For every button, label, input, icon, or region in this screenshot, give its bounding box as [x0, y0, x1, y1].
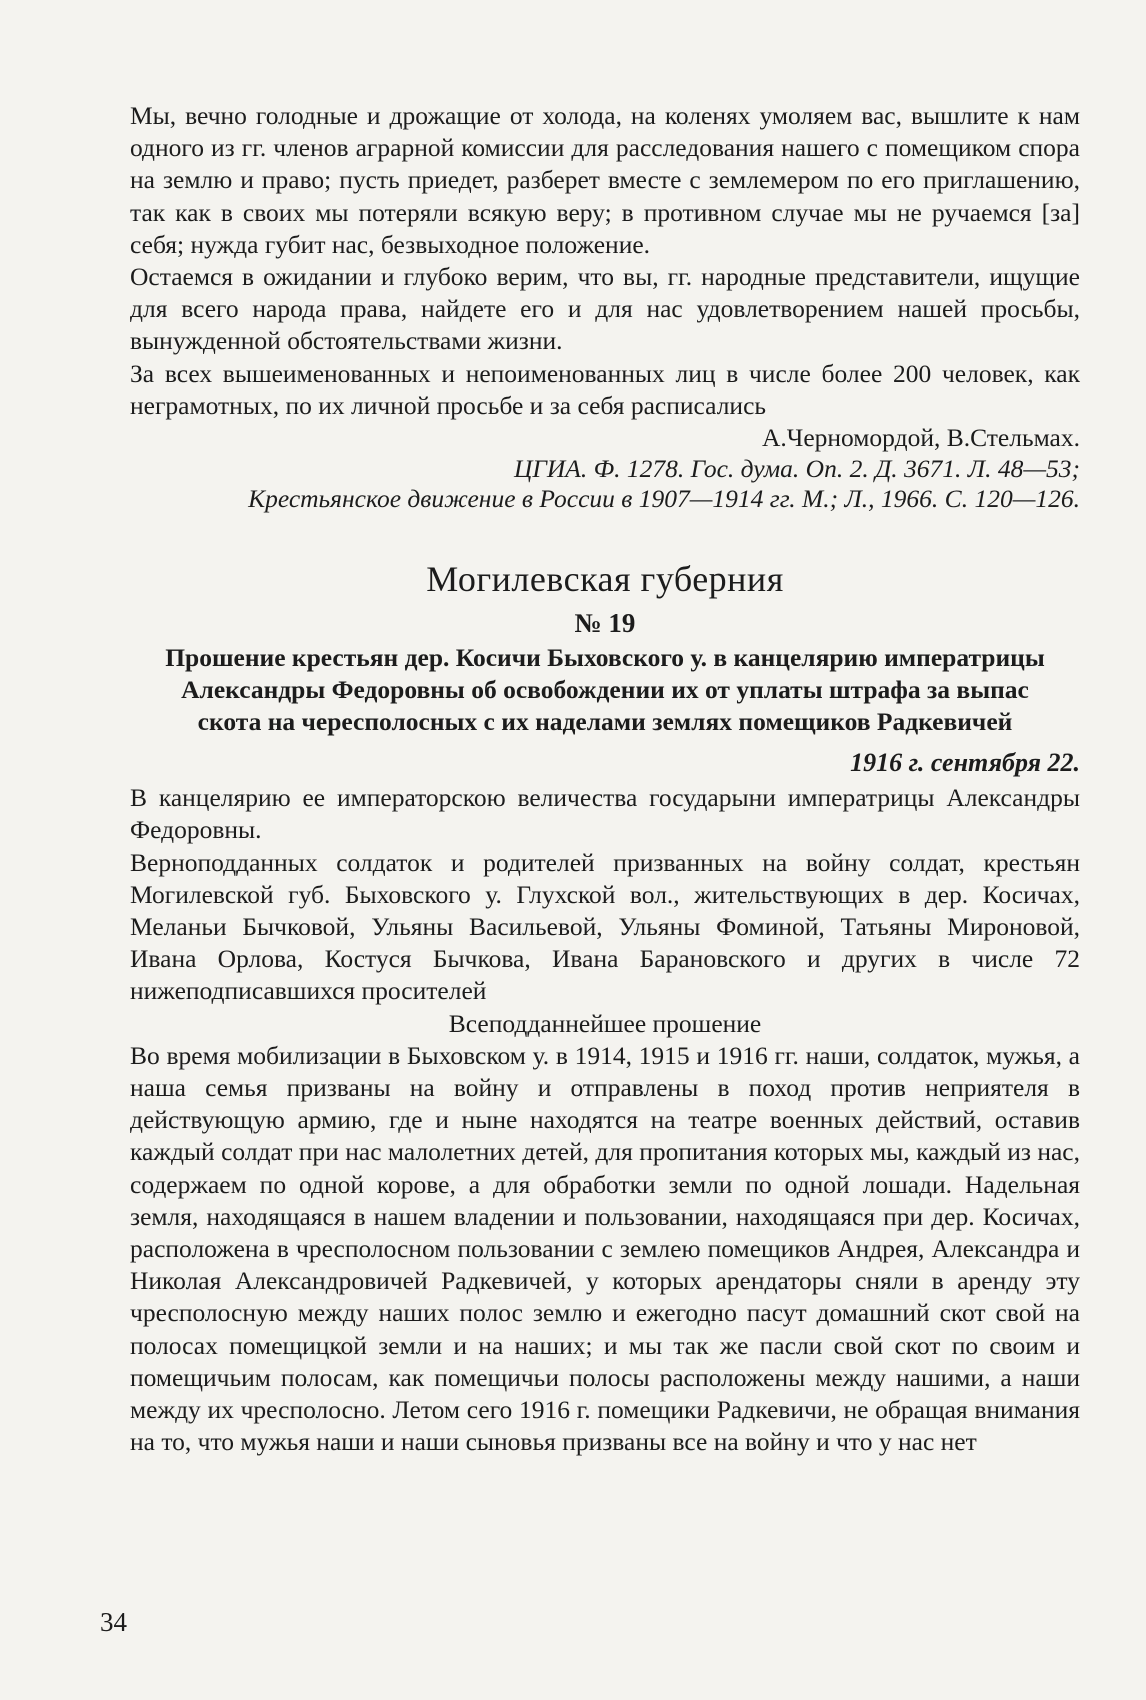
paragraph: Остаемся в ожидании и глубоко верим, что вы, гг. народные представители, ищущие для всего народа права, найдете его и для нас удовлетворением нашей просьбы, вынужденной обстоятельствами жизни. [130, 262, 1080, 356]
document-date: 1916 г. сентября 22. [850, 748, 1080, 778]
document-title: Прошение крестьян дер. Косичи Быховского у. в канцелярию императрицы Александры Федоровны об освобождении их от уплаты штрафа за выпас скота на чересполосных с их наделами землях помещиков Радкевичей [165, 643, 1045, 737]
petition-heading: Всеподданнейшее прошение [448, 1008, 762, 1038]
document-number: № 19 [574, 608, 636, 639]
paragraph: Мы, вечно голодные и дрожащие от холода, на коленях умоляем вас, вышлите к нам одного из гг. членов аграрной комиссии для расследования нашего с помещиком спора на землю и право; пусть приедет, разберет вместе с землемером по его приглашению, так как в своих мы потеряли всякую веру; в противном случае мы не ручаемся [за] себя; нужда губит нас, безвыходное положение. [130, 101, 1080, 259]
address: В канцелярию ее императорскою величества государыни императрицы Александры Федоровны. [130, 783, 1080, 845]
document-page [130, 100, 1080, 1459]
petitioners: Верноподданных солдаток и родителей призванных на войну солдат, крестьян Могилевской губ. Быховского у. Глухской вол., жительствующих в дер. Косичах, Меланьи Бычковой, Ульяны Васильевой, Ульяны Фоминой, Татьяны Мироновой, Ивана Орлова, Костуся Бычкова, Ивана Барановского и других в числе 72 нижеподписавшихся просителей [130, 847, 1080, 1006]
signatures: А.Черномордой, В.Стельмах. [761, 423, 1080, 453]
petition-body: Во время мобилизации в Быховском у. в 1914, 1915 и 1916 гг. наши, солдаток, мужья, а наша семья призваны на войну и отправлены в поход против неприятеля в действующую армию, где и ныне находятся на театре военных действий, оставив каждый солдат при нас малолетних детей, для пропитания которых мы, каждый из нас, содержаем по одной корове, а для обработки земли по одной лошади. Надельная земля, находящаяся в нашем владении и пользовании, находящаяся при дер. Косичах, расположена в чресполосном пользовании с землею помещиков Андрея, Александра и Николая Александровичей Радкевичей, у которых арендаторы сняли в аренду эту чресполосную между наших полос землю и ежегодно пасут домашний скот свой на полосах помещицкой земли и на наших; и мы так же пасли свой скот по своим и помещичьим полосам, как помещичьи полосы расположены между нашими, а наши между их чресполосно. Летом сего 1916 г. помещики Радкевичи, не обращая внимания на то, что мужья наши и наши сыновья призваны все на войну и что у нас нет [130, 1040, 1080, 1457]
region-title: Могилевская губерния [426, 559, 784, 600]
archive-reference: ЦГИА. Ф. 1278. Гос. дума. Оп. 2. Д. 3671. Л. 48—53; [513, 454, 1080, 484]
publication-reference: Крестьянское движение в России в 1907—1914 гг. М.; Л., 1966. С. 120—126. [248, 484, 1080, 514]
page-number: 34 [100, 1607, 127, 1637]
paragraph: За всех вышеименованных и непоименованных лиц в числе более 200 человек, как неграмотных, по их личной просьбе и за себя расписались [130, 358, 1080, 420]
